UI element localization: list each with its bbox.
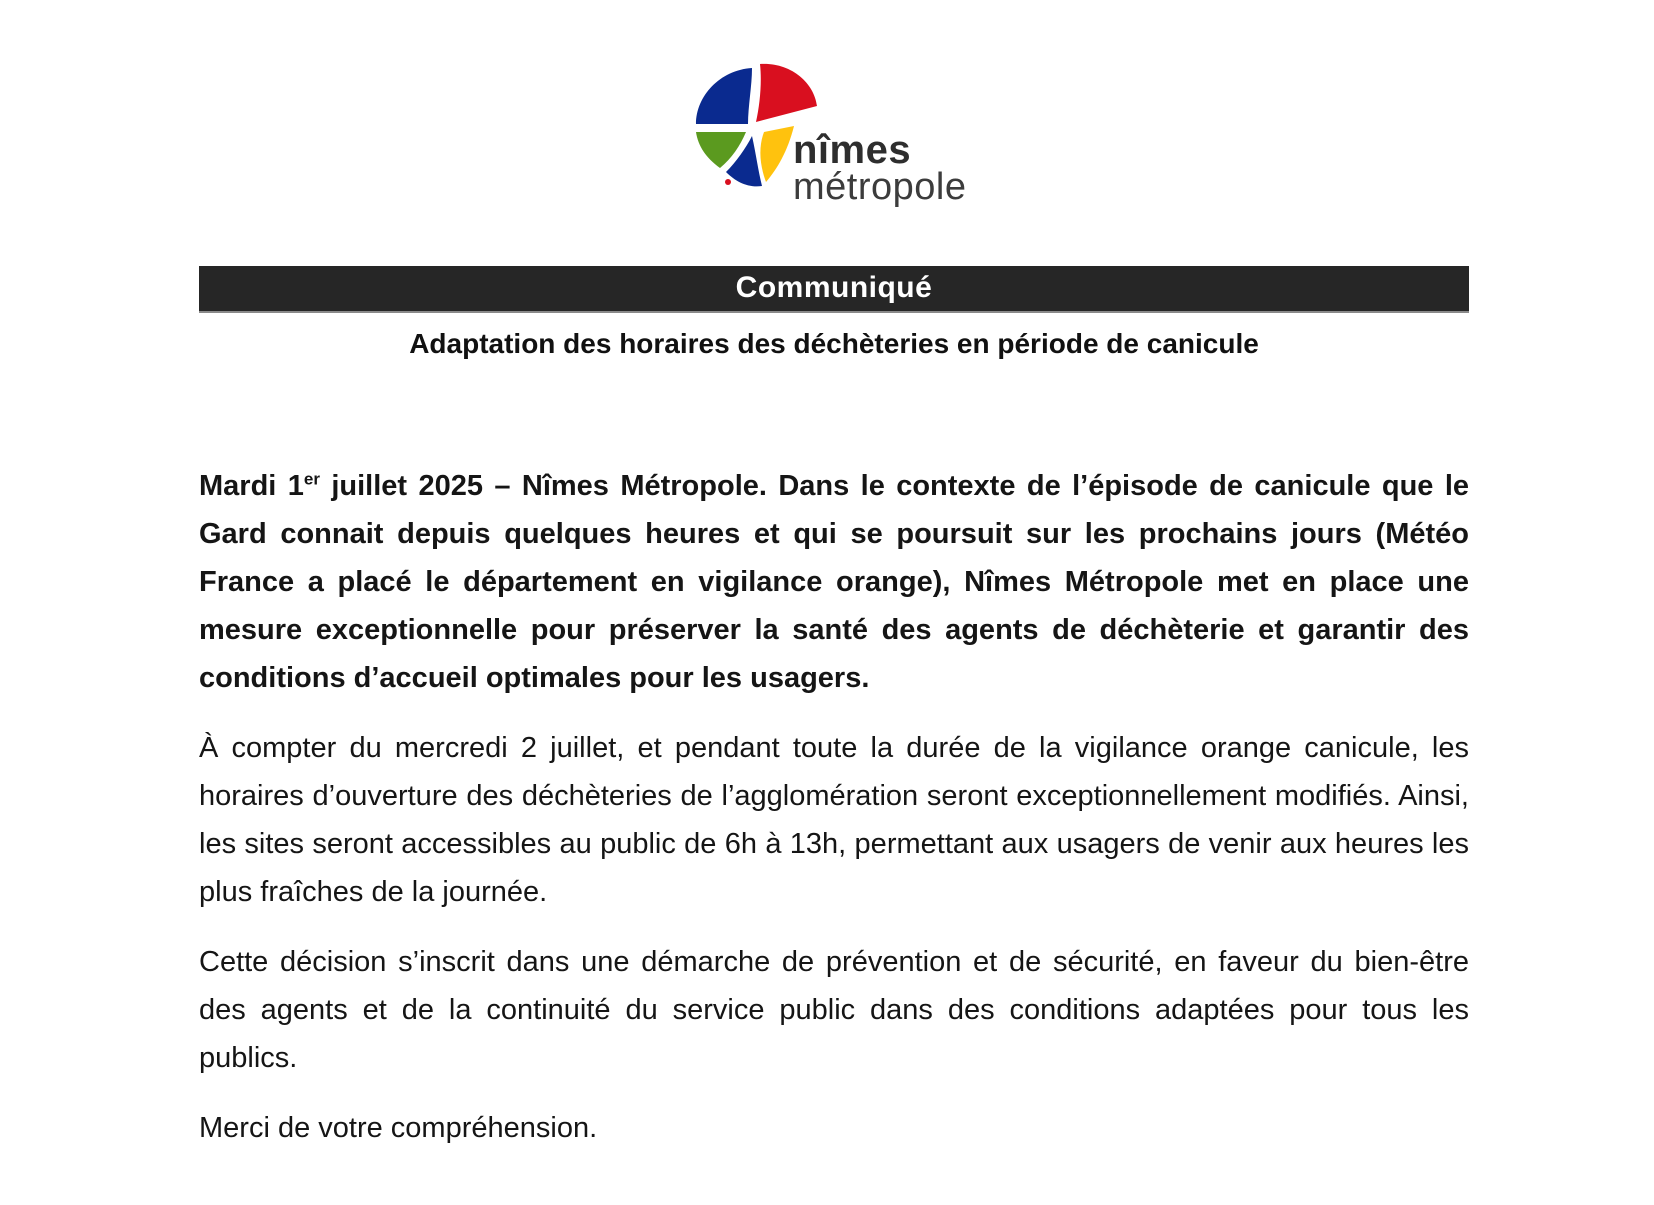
- communique-banner: Communiqué: [199, 266, 1469, 313]
- lead-day: Mardi 1: [199, 470, 304, 502]
- lead-rest: juillet 2025 – Nîmes Métropole. Dans le contexte de l’épisode de canicule que le Gard connait depuis quelques heures et qui se poursuit sur les prochains jours (Météo France a placé le département en vigilance orange), Nîmes Métropole met en place une mesure exceptionnelle pour préserver la santé des agents de déchèterie et garantir des conditions d’accueil optimales pour les usagers.: [199, 470, 1470, 694]
- logo-wordmark: [793, 130, 966, 206]
- lead-ordinal: er: [303, 469, 320, 489]
- press-release-body: [199, 462, 1469, 1174]
- paragraph-schedule: À compter du mercredi 2 juillet, et pendant toute la durée de la vigilance orange canicule, les horaires d’ouverture des déchèteries de l’agglomération seront exceptionnellement modifiés. Ainsi, les sites seront accessibles au public de 6h à 13h, permettant aux usagers de venir aux heures les plus fraîches de la journée.: [199, 732, 1469, 908]
- logo-red-dot: [725, 179, 731, 185]
- paragraph-decision: Cette décision s’inscrit dans une démarche de prévention et de sécurité, en faveur du bien-être des agents et de la continuité du service public dans des conditions adaptées pour tous les publics.: [199, 946, 1469, 1074]
- lead-paragraph: [199, 462, 1469, 702]
- nimes-metropole-logo: [690, 58, 990, 208]
- logo-yellow-segment: [760, 126, 794, 182]
- logo-red-segment: [756, 64, 817, 122]
- logo-line-metropole: métropole: [793, 166, 967, 208]
- paragraph-thanks: Merci de votre compréhension.: [199, 1112, 598, 1144]
- logo-blue-segment: [696, 68, 752, 124]
- logo-line-nimes: nîmes: [793, 128, 912, 172]
- press-release-headline: Adaptation des horaires des déchèteries en période de canicule: [409, 328, 1259, 359]
